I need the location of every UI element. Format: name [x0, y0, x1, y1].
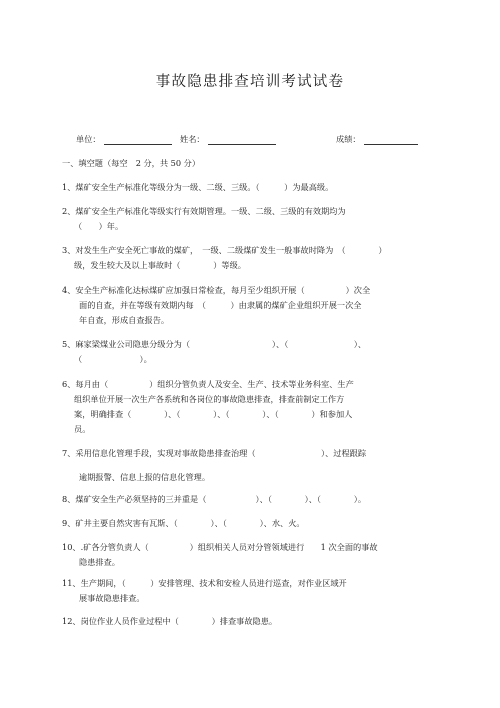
- question-line: （ ）。: [74, 354, 152, 364]
- question-line: 3、对发生生产安全死亡事故的煤矿， 一级、二级煤矿发生一般事故时降为 （ ）: [62, 245, 387, 255]
- name-field: [180, 134, 205, 145]
- unit-blank: [104, 134, 172, 145]
- question-2: [62, 204, 442, 234]
- question-line: 1、煤矿安全生产标准化等级分为一级、二级、三级。（ ）为最高级。: [62, 182, 334, 192]
- question-line: 12、岗位作业人员作业过程中（ ）排查事故隐患。: [62, 616, 278, 626]
- question-7: [62, 446, 442, 485]
- question-line: 4、安全生产标准化达标煤矿应加强日常检查，每月至少组织开展（ ）次全: [62, 285, 371, 295]
- name-blank: [208, 134, 276, 145]
- question-line: 8、煤矿安全生产必须坚持的三并重是（ ）、（ ）、（ ）。: [62, 494, 367, 504]
- question-10: [62, 540, 442, 570]
- question-line: 9、矿井主要自然灾害有瓦斯、（ ）、（ ）、水、火。: [62, 518, 305, 528]
- question-1: [62, 180, 442, 195]
- question-5: [62, 337, 442, 367]
- page-title: 事故隐患排查培训考试试卷: [155, 74, 345, 90]
- question-line: 组织单位开展一次生产各系统和各岗位的事故隐患排查，排查前制定工作方: [74, 394, 345, 404]
- question-line: 10、.矿各分管负责人（ ）组织相关人员对分管领域进行 1 次全面的事故: [62, 542, 378, 552]
- question-line: 6、每月由（ ）组织分管负责人及安全、生产、技术等业务科室、生产: [62, 379, 354, 389]
- score-label: 成绩：: [336, 134, 361, 144]
- question-line: 面的自查，并在等级有效期内每 （ ）由隶属的煤矿企业组织开展一次全: [79, 300, 362, 310]
- question-8: [62, 492, 442, 507]
- question-11: [62, 576, 442, 606]
- question-line: 7、采用信息化管理手段，实现对事故隐患排查治理（ ）、过程跟踪: [62, 448, 367, 458]
- question-line: 隐患排查。: [79, 557, 120, 567]
- name-label: 姓名：: [180, 134, 205, 144]
- question-line: 逾期报警、信息上报的信息化管理。: [79, 472, 211, 482]
- question-6: [62, 377, 442, 437]
- unit-label: 单位：: [76, 134, 101, 144]
- question-line: 案，明确排查（ ）、（ ）、（ ）、（ ）和参加人: [74, 409, 353, 419]
- score-blank: [364, 134, 418, 145]
- question-line: 展事故隐患排查。: [79, 593, 145, 603]
- question-line: 级，发生较大及以上事故时（ ）等级。: [74, 260, 246, 270]
- question-line: 5、麻家梁煤业公司隐患分级分为（ ）、（ ）、: [62, 339, 367, 349]
- question-3: [62, 243, 442, 273]
- question-4: [62, 283, 442, 328]
- question-line: 员。: [74, 424, 91, 434]
- section-heading: 一、填空题（每空 2 分，共 50 分）: [62, 158, 201, 168]
- question-line: （ ）年。: [74, 221, 124, 231]
- unit-field: [76, 134, 101, 145]
- question-12: [62, 614, 442, 629]
- question-9: [62, 516, 442, 531]
- question-line: 2、煤矿安全生产标准化等级实行有效期管理。一级、二级、三级的有效期均为: [62, 206, 346, 216]
- exam-header-fields: [76, 134, 436, 148]
- question-line: 年自查，形成自查报告。: [79, 315, 170, 325]
- question-line: 11、生产期间，（ ）安排管理、技术和安检人员进行巡查，对作业区域开: [62, 578, 347, 588]
- score-field: [336, 134, 361, 145]
